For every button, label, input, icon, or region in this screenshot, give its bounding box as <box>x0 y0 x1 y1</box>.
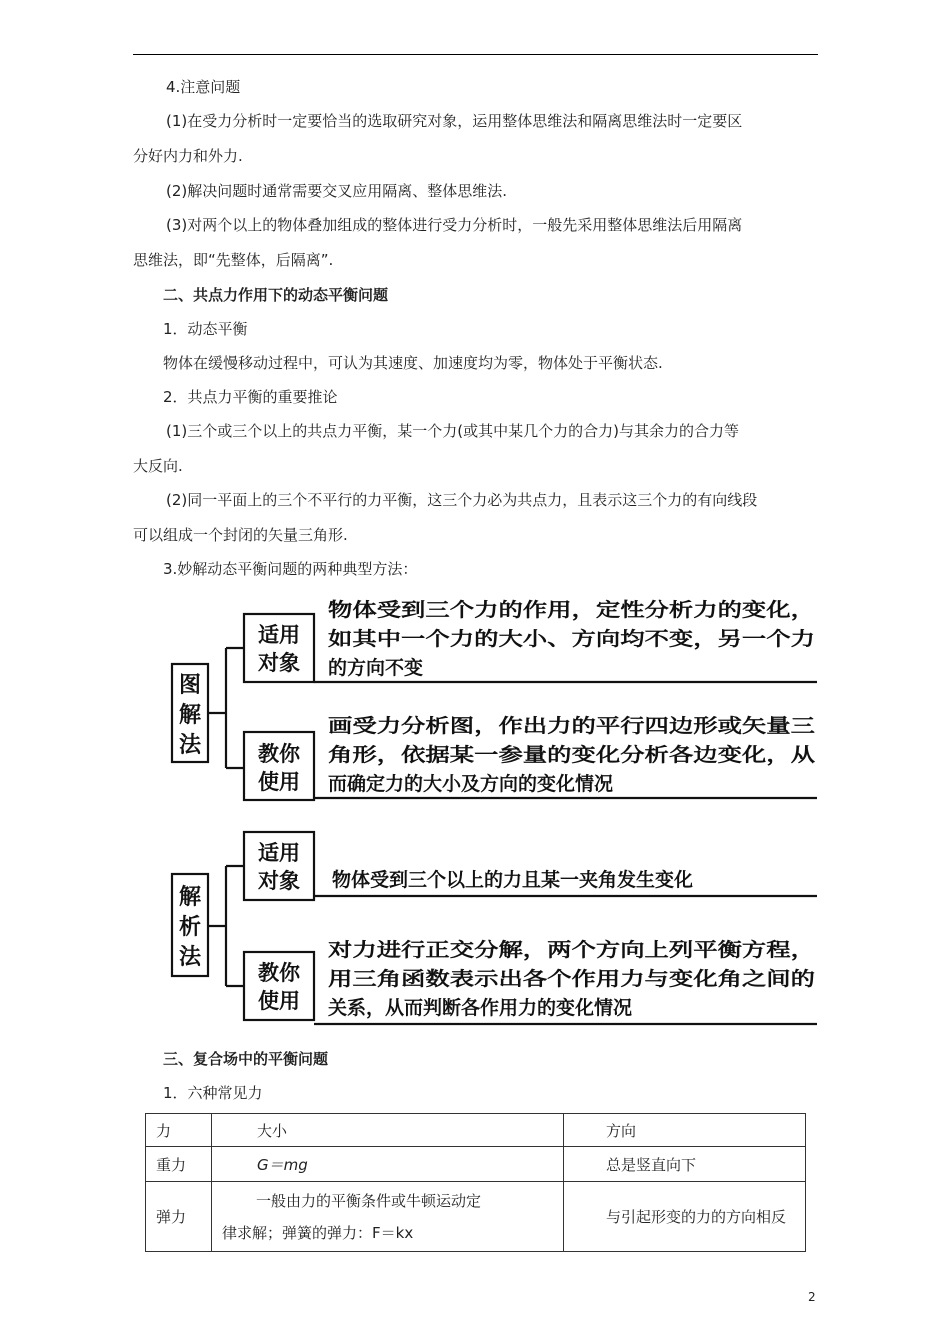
inference-2-line2: 可以组成一个封闭的矢量三角形. <box>133 526 348 544</box>
method2-name-char: 法 <box>178 945 202 970</box>
force-size-line: 律求解；弹簧的弹力：F＝kx <box>222 1223 414 1242</box>
method1-usage-label: 教你 <box>258 742 300 766</box>
method2-usage-label: 使用 <box>258 989 300 1013</box>
inference-2-line1: (2)同一平面上的三个不平行的力平衡，这三个力必为共点力，且表示这三个力的有向线段 <box>166 491 758 509</box>
section-two-title: 二、共点力作用下的动态平衡问题 <box>163 286 389 304</box>
method2-scope-label: 适用 <box>258 841 300 865</box>
methods-heading: 3.妙解动态平衡问题的两种典型方法： <box>163 560 418 578</box>
method1-usage-text: 而确定力的大小及方向的变化情况 <box>328 773 614 795</box>
method2-scope-text: 物体受到三个以上的力且某一夹角发生变化 <box>332 869 694 891</box>
method1-usage-text: 角形，依据某一参量的变化分析各边变化，从 <box>328 744 709 766</box>
force-direction: 与引起形变的力的方向相反 <box>564 1182 806 1252</box>
section-three-title: 三、复合场中的平衡问题 <box>163 1050 329 1068</box>
page-number: 2 <box>808 1290 816 1304</box>
table-row <box>146 1182 806 1252</box>
note-3-line2: 思维法，即“先整体，后隔离”. <box>133 251 334 269</box>
forces-table <box>145 1113 806 1252</box>
header-force: 力 <box>146 1114 212 1147</box>
method1-usage-label: 使用 <box>258 770 300 794</box>
inference-1-line2: 大反向. <box>133 457 183 475</box>
method1-scope-text: 物体受到三个力的作用，定性分析力的变化， <box>328 599 709 621</box>
methods-diagram <box>160 586 825 1032</box>
method2-scope-label: 对象 <box>258 869 300 893</box>
six-forces-heading: 1．六种常见力 <box>163 1084 263 1102</box>
method1-scope-label: 对象 <box>258 651 300 675</box>
method1-name-char: 解 <box>178 703 202 728</box>
method1-name-char: 法 <box>178 733 202 758</box>
note-3-line1: (3)对两个以上的物体叠加组成的整体进行受力分析时，一般先采用整体思维法后用隔离 <box>166 216 743 234</box>
note-2: (2)解决问题时通常需要交叉应用隔离、整体思维法. <box>166 182 508 200</box>
method1-name-char: 图 <box>178 673 202 698</box>
header-rule <box>133 54 818 55</box>
force-size: G＝mg <box>212 1147 564 1182</box>
method2-usage-text: 对力进行正交分解，两个方向上列平衡方程， <box>328 939 709 961</box>
force-size <box>212 1182 564 1252</box>
force-direction: 总是竖直向下 <box>564 1147 806 1182</box>
inference-heading: 2．共点力平衡的重要推论 <box>163 388 338 406</box>
method1-scope-text: 如其中一个力的大小、方向均不变，另一个力 <box>328 628 709 650</box>
note-1-line2: 分好内力和外力. <box>133 147 243 165</box>
force-name: 弹力 <box>146 1182 212 1252</box>
header-size: 大小 <box>212 1114 564 1147</box>
method1-usage-text: 画受力分析图，作出力的平行四边形或矢量三 <box>328 715 709 737</box>
table-header-row <box>146 1114 806 1147</box>
force-size-line: 一般由力的平衡条件或牛顿运动定 <box>256 1191 482 1210</box>
table-row <box>146 1147 806 1182</box>
dynamic-balance-text: 物体在缓慢移动过程中，可认为其速度、加速度均为零，物体处于平衡状态. <box>163 354 663 372</box>
method2-name-char: 解 <box>178 885 202 910</box>
section4-heading: 4.注意问题 <box>166 78 241 96</box>
method2-usage-label: 教你 <box>258 961 300 985</box>
method1-scope-label: 适用 <box>258 623 300 647</box>
header-direction: 方向 <box>564 1114 806 1147</box>
inference-1-line1: (1)三个或三个以上的共点力平衡，某一个力(或其中某几个力的合力)与其余力的合力等 <box>166 422 739 440</box>
method1-scope-text: 的方向不变 <box>328 657 424 679</box>
note-1-line1: (1)在受力分析时一定要恰当的选取研究对象，运用整体思维法和隔离思维法时一定要区 <box>166 112 743 130</box>
method2-usage-text: 用三角函数表示出各个作用力与变化角之间的 <box>328 968 709 990</box>
dynamic-balance-heading: 1．动态平衡 <box>163 320 248 338</box>
method2-usage-text: 关系，从而判断各作用力的变化情况 <box>328 997 633 1019</box>
method2-name-char: 析 <box>178 915 202 940</box>
force-name: 重力 <box>146 1147 212 1182</box>
